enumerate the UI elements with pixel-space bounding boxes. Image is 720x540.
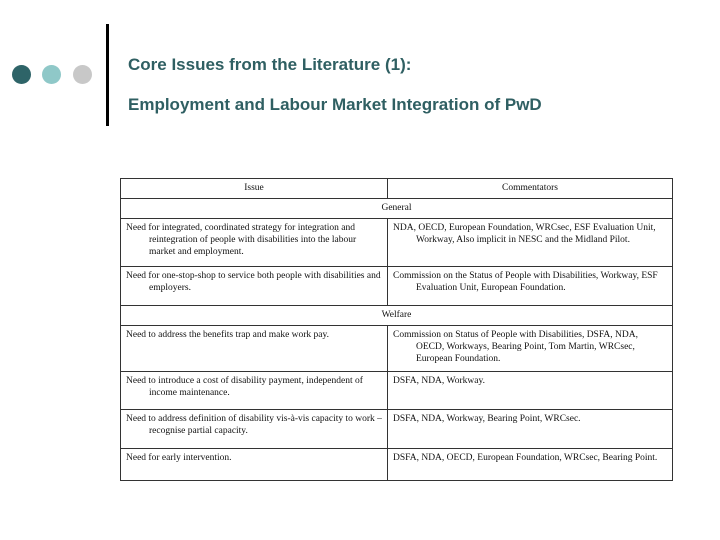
issue-cell: Need to address the benefits trap and make work pay. (121, 326, 388, 372)
issue-cell: Need for early intervention. (121, 449, 388, 481)
header-issue: Issue (121, 179, 388, 199)
commentators-cell: Commission on Status of People with Disabilities, DSFA, NDA, OECD, Workways, Bearing Point, Tom Martin, WRCsec, European Foundation. (388, 326, 673, 372)
issue-cell: Need for one-stop-shop to service both people with disabilities and employers. (121, 267, 388, 306)
decorative-dot-dark (12, 65, 31, 84)
slide-subtitle: Employment and Labour Market Integration of PwD (128, 95, 542, 114)
commentators-cell: DSFA, NDA, Workway, Bearing Point, WRCsec. (388, 410, 673, 449)
decorative-dot-light (42, 65, 61, 84)
commentators-cell: NDA, OECD, European Foundation, WRCsec, ESF Evaluation Unit, Workway, Also implicit in NESC and the Midland Pilot. (388, 219, 673, 267)
issue-cell: Need to introduce a cost of disability payment, independent of income maintenance. (121, 372, 388, 410)
table-row (121, 267, 673, 306)
issue-cell: Need to address definition of disability vis-à-vis capacity to work – recognise partial capacity. (121, 410, 388, 449)
table-row (121, 410, 673, 449)
commentators-cell: DSFA, NDA, OECD, European Foundation, WRCsec, Bearing Point. (388, 449, 673, 481)
header-commentators: Commentators (388, 179, 673, 199)
decorative-dot-grey (73, 65, 92, 84)
section-welfare: Welfare (121, 306, 673, 326)
commentators-cell: DSFA, NDA, Workway. (388, 372, 673, 410)
table-row (121, 449, 673, 481)
issue-cell: Need for integrated, coordinated strategy for integration and reintegration of people with disabilities into the labour market and employment. (121, 219, 388, 267)
slide-title: Core Issues from the Literature (1): (128, 55, 412, 74)
issues-table (120, 178, 673, 481)
section-general: General (121, 199, 673, 219)
title-divider (106, 24, 109, 126)
table-row (121, 219, 673, 267)
table-row (121, 372, 673, 410)
table-header-row (121, 179, 673, 199)
table-row (121, 326, 673, 372)
commentators-cell: Commission on the Status of People with Disabilities, Workway, ESF Evaluation Unit, European Foundation. (388, 267, 673, 306)
